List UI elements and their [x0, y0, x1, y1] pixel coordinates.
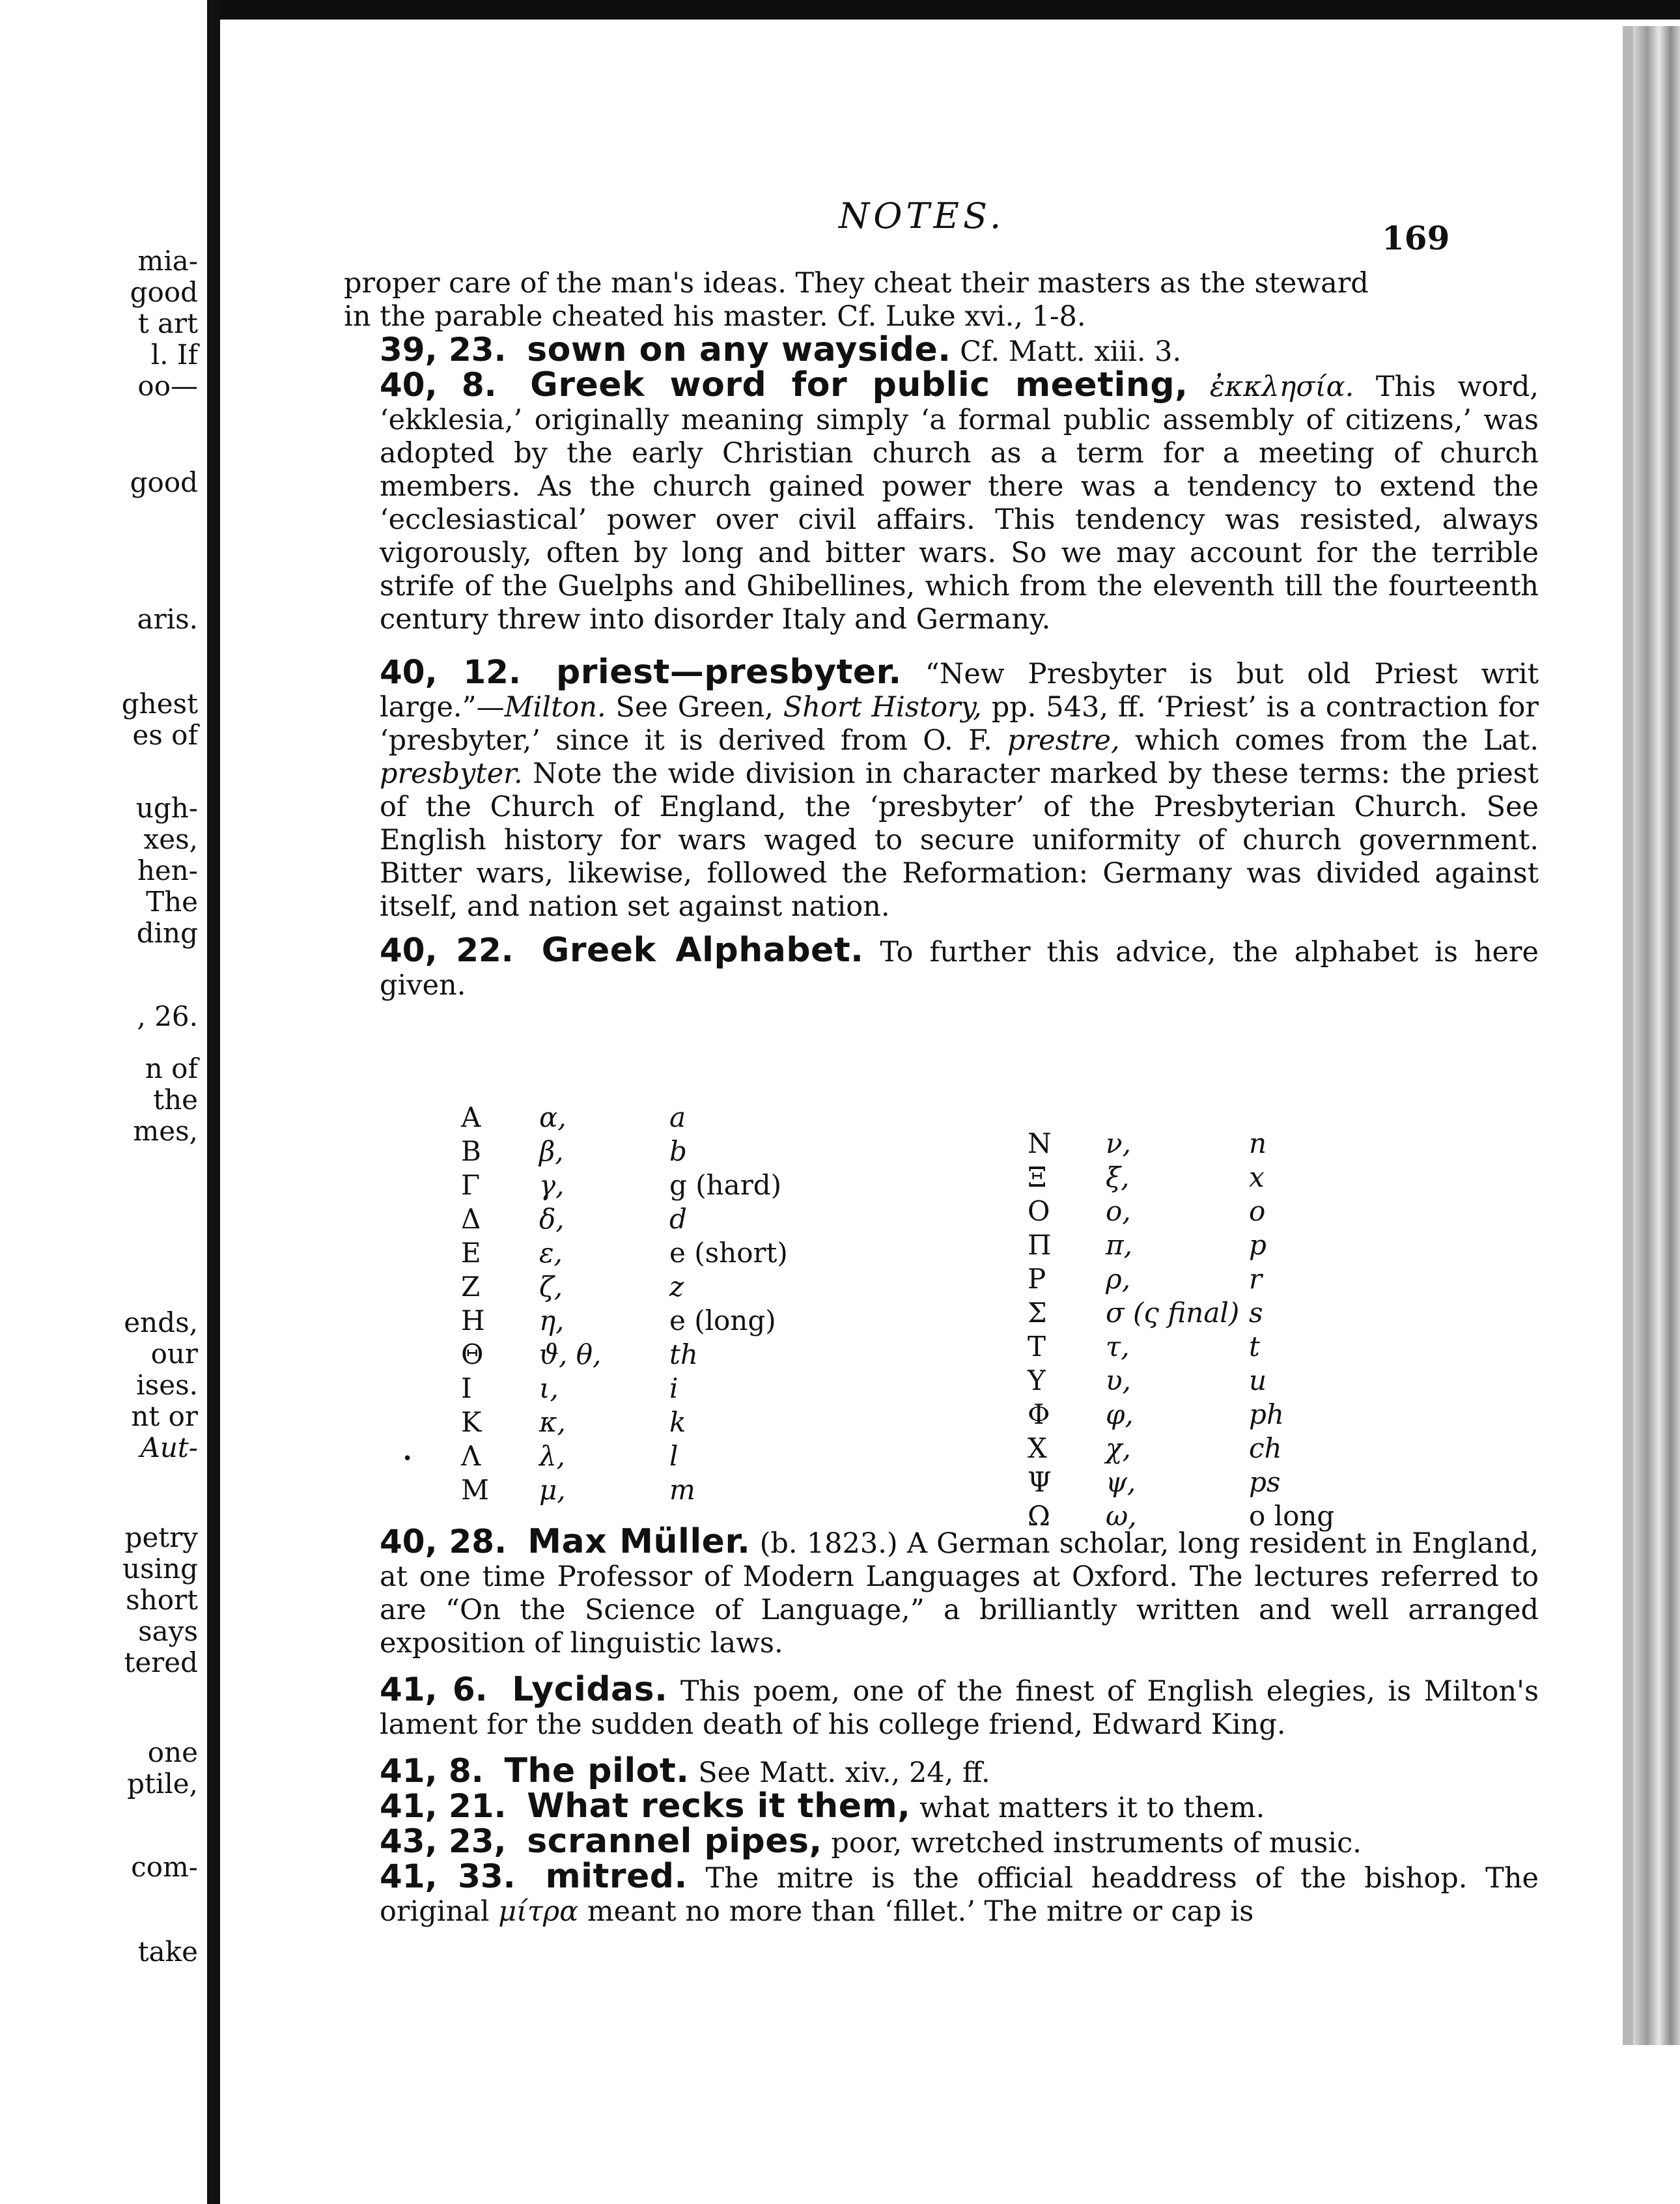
alphabet-row [461, 1406, 878, 1439]
small-letter: σ (ς final) [1106, 1297, 1240, 1329]
note-39-23 [344, 330, 1539, 369]
note-body: which comes from the Lat. [1119, 724, 1539, 757]
fragment-line: com- [131, 1851, 198, 1883]
note-ref: 41, 21. [380, 1787, 507, 1825]
fragment-line: good [130, 466, 198, 498]
fragment-line: tered [124, 1646, 198, 1678]
note-body: meant no more than ‘fillet.’ The mitre or cap is [578, 1895, 1254, 1928]
page-block-edge [1633, 26, 1680, 2045]
greek-word: μίτρα [498, 1895, 579, 1928]
small-letter: τ, [1106, 1331, 1130, 1363]
small-letter: γ, [539, 1169, 565, 1201]
capital-letter: Ο [1028, 1195, 1050, 1227]
capital-letter: Δ [461, 1203, 481, 1235]
scan-top-border [0, 0, 1680, 20]
citation-author: Milton. [504, 691, 606, 724]
fragment-line: petry [124, 1521, 198, 1553]
capital-letter: Φ [1028, 1398, 1050, 1430]
alphabet-row [1028, 1432, 1457, 1465]
transliteration: l [669, 1440, 679, 1472]
note-41-21 [344, 1787, 1539, 1826]
alphabet-row [1028, 1465, 1457, 1499]
alphabet-row [461, 1439, 878, 1473]
note-41-8 [344, 1751, 1539, 1790]
notes-text-block [344, 267, 1539, 1002]
fragment-line: short [126, 1584, 198, 1616]
fragment-line: xes, [143, 823, 198, 855]
transliteration: g (hard) [669, 1169, 782, 1201]
transliteration: x [1249, 1161, 1265, 1193]
note-heading: Greek word for public meeting, [530, 365, 1188, 404]
alphabet-row [461, 1304, 878, 1338]
capital-letter: Η [461, 1305, 485, 1336]
note-heading: mitred. [545, 1857, 688, 1896]
notes-text-block-lower [344, 1522, 1539, 1928]
note-heading: scrannel pipes, [527, 1822, 822, 1861]
alphabet-row [461, 1338, 878, 1372]
small-letter: ρ, [1106, 1263, 1131, 1295]
transliteration: ps [1249, 1466, 1281, 1498]
note-ref: 40, 12. [380, 653, 521, 691]
note-ref: 41, 33. [380, 1858, 516, 1895]
note-ref: 39, 23. [380, 331, 507, 369]
note-heading: Greek Alphabet. [541, 931, 864, 970]
note-ref: 41, 8. [380, 1752, 484, 1790]
book-gutter [207, 0, 220, 2204]
alphabet-row [461, 1135, 878, 1168]
transliteration: p [1249, 1229, 1267, 1261]
note-ref: 40, 22. [380, 931, 514, 969]
fragment-line: ptile, [127, 1768, 198, 1800]
note-40-8 [344, 365, 1539, 636]
foreign-word: presbyter. [380, 757, 523, 790]
note-body: what matters it to them. [919, 1792, 1265, 1824]
fragment-line: mes, [133, 1115, 198, 1147]
note-heading: Lycidas. [512, 1670, 668, 1709]
capital-letter: Χ [1028, 1432, 1047, 1464]
capital-letter: Γ [461, 1169, 481, 1201]
fragment-line: mia- [137, 245, 198, 277]
fragment-line: the [153, 1084, 198, 1116]
fragment-line: nt or [131, 1400, 198, 1432]
transliteration: i [669, 1372, 679, 1404]
small-letter: β, [539, 1135, 564, 1167]
alphabet-row [461, 1101, 878, 1135]
fragment-line: ises. [136, 1369, 198, 1401]
alphabet-row [1028, 1161, 1457, 1194]
note-body: “New Presbyter is but old Priest writ large.”— [380, 658, 1539, 724]
fragment-line: l. If [150, 339, 198, 371]
fragment-line: ends, [124, 1307, 198, 1338]
note-40-22 [344, 931, 1539, 1002]
greek-alphabet-right-column [1028, 1127, 1457, 1533]
transliteration: z [669, 1271, 684, 1303]
note-43-23 [344, 1822, 1539, 1861]
note-ref: 41, 6. [380, 1671, 488, 1708]
capital-letter: Ρ [1028, 1263, 1046, 1295]
note-ref: 40, 28. [380, 1523, 507, 1561]
fragment-line: es of [132, 719, 198, 751]
citation-title: Short History, [783, 691, 982, 724]
fragment-line: oo— [137, 370, 198, 402]
alphabet-row [1028, 1262, 1457, 1296]
running-head: NOTES. [839, 195, 1005, 236]
small-letter: ϑ, θ, [539, 1338, 602, 1370]
small-letter: ι, [539, 1372, 559, 1404]
note-body: See Green, [606, 691, 783, 724]
transliteration: a [669, 1101, 686, 1133]
transliteration: b [669, 1135, 687, 1167]
fragment-line: aris. [137, 603, 198, 635]
transliteration: e (long) [669, 1305, 776, 1336]
fragment-line: ugh- [135, 792, 198, 824]
note-body: To further this advice, the alphabet is here given. [380, 936, 1539, 1002]
fragment-line: hen- [137, 855, 198, 886]
note-body: The mitre is the official headdress of the bishop. The original [380, 1862, 1539, 1928]
capital-letter: Τ [1028, 1331, 1046, 1363]
stray-mark: • [402, 1449, 413, 1469]
fragment-line: ghest [121, 688, 198, 720]
small-letter: μ, [539, 1474, 566, 1506]
note-heading: The pilot. [504, 1751, 690, 1790]
fragment-line: The [146, 886, 198, 918]
note-41-33 [344, 1857, 1539, 1928]
fragment-line: says [138, 1615, 198, 1647]
greek-word: ἐκκλησία. [1209, 371, 1354, 403]
capital-letter: Λ [461, 1440, 481, 1472]
note-ref: 43, 23, [380, 1822, 507, 1860]
small-letter: υ, [1106, 1364, 1131, 1396]
small-letter: α, [539, 1101, 567, 1133]
fragment-line: using [122, 1553, 198, 1585]
note-body: pp. 543, ff. ‘Priest’ is a contraction for ‘presbyter,’ since it is derived from O. F. [380, 691, 1539, 757]
small-letter: χ, [1106, 1432, 1131, 1464]
note-heading: What recks it them, [527, 1787, 911, 1826]
alphabet-row [1028, 1194, 1457, 1228]
transliteration: u [1249, 1364, 1267, 1396]
note-body: This poem, one of the finest of English elegies, is Milton's lament for the sudden death of his college friend, Edward King. [380, 1675, 1539, 1741]
transliteration: n [1249, 1127, 1267, 1159]
alphabet-row [461, 1270, 878, 1304]
fragment-line: our [150, 1338, 198, 1370]
capital-letter: Υ [1028, 1364, 1046, 1396]
transliteration: o [1249, 1195, 1266, 1227]
transliteration: m [669, 1474, 695, 1506]
alphabet-row [1028, 1398, 1457, 1432]
capital-letter: Ε [461, 1237, 481, 1269]
capital-letter: Ψ [1028, 1466, 1052, 1498]
capital-letter: Α [461, 1101, 481, 1133]
transliteration: t [1249, 1331, 1260, 1363]
transliteration: s [1249, 1297, 1263, 1329]
note-body: (b. 1823.) A German scholar, long resident in England, at one time Professor of Modern Languages at Oxford. The lectures referred to are “On the Science of Language,” a brilliantly written and well arranged exposition of linguistic laws. [380, 1527, 1539, 1660]
alphabet-row [461, 1473, 878, 1507]
small-letter: ζ, [539, 1271, 563, 1303]
capital-letter: Ζ [461, 1271, 481, 1303]
fragment-line: take [137, 1936, 198, 1968]
alphabet-row [461, 1236, 878, 1270]
capital-letter: Ω [1028, 1500, 1050, 1532]
small-letter: ψ, [1106, 1466, 1136, 1498]
note-body: Cf. Matt. xiii. 3. [960, 335, 1182, 368]
alphabet-row [461, 1372, 878, 1406]
fragment-line: , 26. [137, 1000, 198, 1032]
transliteration: ph [1249, 1398, 1284, 1430]
intro-line: in the parable cheated his master. Cf. Luke xvi., 1-8. [344, 300, 1086, 333]
note-heading: Max Müller. [527, 1522, 751, 1561]
capital-letter: Ξ [1028, 1161, 1047, 1193]
note-heading: priest—presbyter. [556, 653, 902, 692]
alphabet-row [1028, 1127, 1457, 1161]
capital-letter: Π [1028, 1229, 1052, 1261]
capital-letter: Κ [461, 1406, 482, 1438]
fragment-line: t art [137, 307, 198, 339]
fragment-line: Aut- [140, 1432, 198, 1463]
note-41-6 [344, 1670, 1539, 1742]
book-page [220, 20, 1633, 2204]
small-letter: π, [1106, 1229, 1132, 1261]
capital-letter: Β [461, 1135, 481, 1167]
foreign-word: prestre, [1007, 724, 1120, 757]
alphabet-row [461, 1168, 878, 1202]
note-body: Note the wide division in character marked by these terms: the priest of the Church of England, the ‘presbyter’ of the Presbyterian Church. See English history for wars waged to secure uniformity of church government. Bitter wars, likewise, followed the Reformation: Germany was divided against itself, and nation set against nation. [380, 757, 1539, 923]
transliteration: ch [1249, 1432, 1282, 1464]
capital-letter: Ν [1028, 1127, 1052, 1159]
small-letter: δ, [539, 1203, 565, 1235]
small-letter: ο, [1106, 1195, 1131, 1227]
alphabet-row [1028, 1296, 1457, 1330]
greek-alphabet-left-column [461, 1101, 878, 1507]
fragment-line: one [147, 1736, 198, 1768]
transliteration: o long [1249, 1500, 1335, 1532]
fragment-line: ding [136, 917, 198, 949]
small-letter: φ, [1106, 1398, 1134, 1430]
page-number: 169 [1382, 219, 1450, 257]
transliteration: d [669, 1203, 687, 1235]
note-40-12 [344, 653, 1539, 924]
facing-page-fragment [0, 0, 207, 2204]
alphabet-row [1028, 1330, 1457, 1364]
alphabet-row [461, 1202, 878, 1236]
transliteration: th [669, 1338, 698, 1370]
alphabet-row [1028, 1228, 1457, 1262]
fragment-line: n of [145, 1053, 198, 1084]
intro-line: proper care of the man's ideas. They cheat their masters as the steward [344, 267, 1369, 300]
fragment-line: good [130, 276, 198, 308]
note-40-28 [344, 1522, 1539, 1660]
capital-letter: Μ [461, 1474, 490, 1506]
capital-letter: Θ [461, 1338, 484, 1370]
note-body: This word, ‘ekklesia,’ originally meaning simply ‘a formal public assembly of citizens,’ was adopted by the early Christian church as a term for a meeting of church members. As the church gained power there was a tendency to extend the ‘ecclesiastical’ power over civil affairs. This tendency was resisted, always vigorously, often by long and bitter wars. So we may account for the terrible strife of the Guelphs and Ghibellines, which from the eleventh till the fourteenth century threw into disorder Italy and Germany. [380, 371, 1539, 636]
small-letter: κ, [539, 1406, 566, 1438]
small-letter: ν, [1106, 1127, 1131, 1159]
small-letter: λ, [539, 1440, 565, 1472]
small-letter: η, [539, 1305, 565, 1336]
small-letter: ξ, [1106, 1161, 1130, 1193]
capital-letter: Ι [461, 1372, 472, 1404]
note-body: See Matt. xiv., 24, ff. [698, 1757, 990, 1789]
alphabet-row [1028, 1364, 1457, 1398]
transliteration: r [1249, 1263, 1263, 1295]
transliteration: e (short) [669, 1237, 788, 1269]
note-body: poor, wretched instruments of music. [831, 1827, 1362, 1859]
transliteration: k [669, 1406, 686, 1438]
note-heading: sown on any wayside. [527, 330, 951, 369]
capital-letter: Σ [1028, 1297, 1047, 1329]
small-letter: ω, [1106, 1500, 1137, 1532]
small-letter: ε, [539, 1237, 563, 1269]
note-ref: 40, 8. [380, 366, 497, 404]
